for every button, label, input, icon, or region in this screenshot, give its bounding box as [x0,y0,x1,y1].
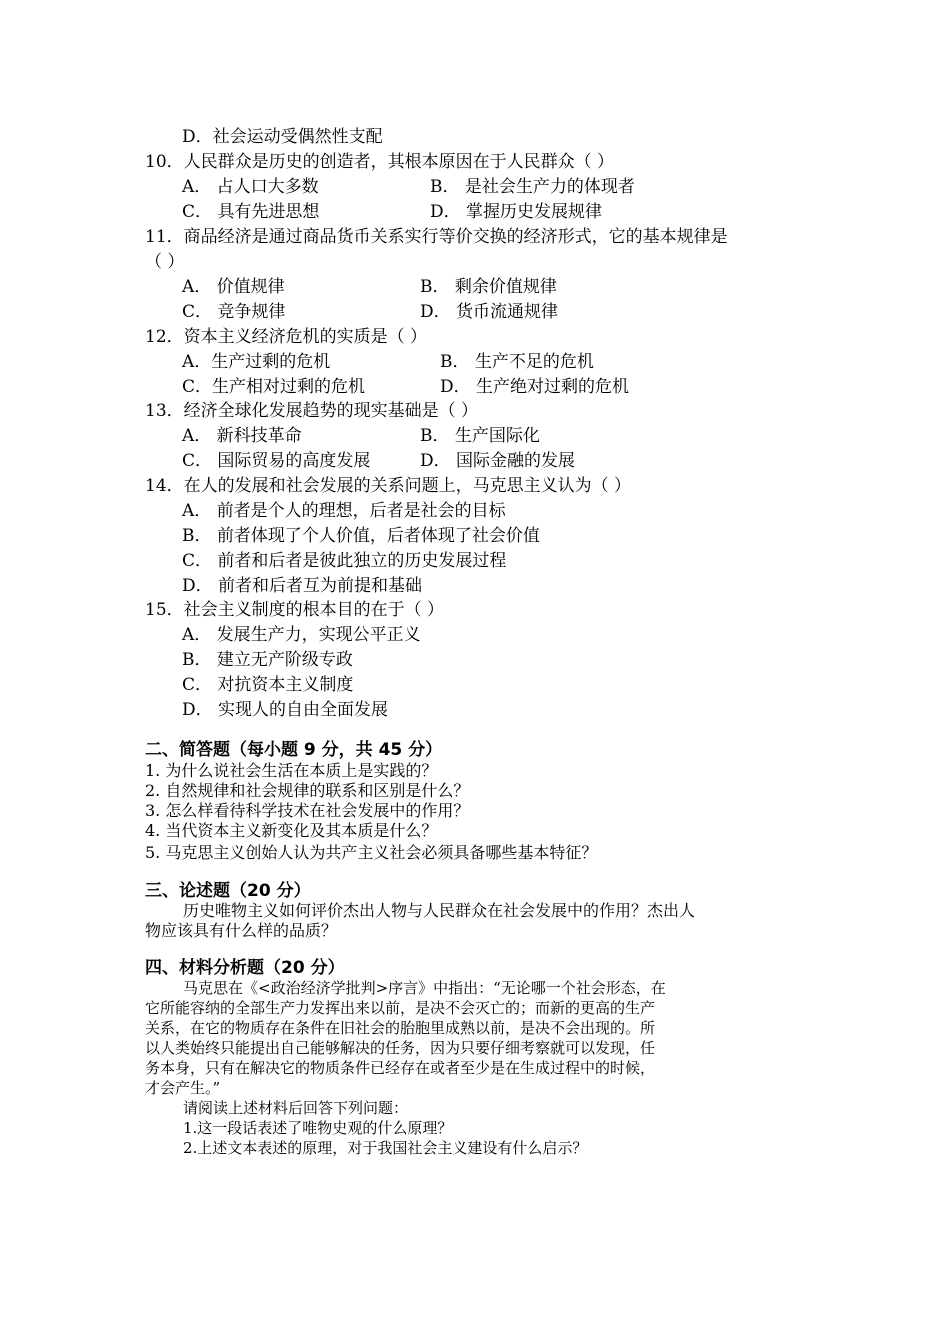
q15-option-a: A． 发展生产力，实现公平正义 [182,625,421,645]
short-answer-2: 2. 自然规律和社会规律的联系和区别是什么？ [145,781,470,800]
section4-heading: 四、材料分析题（20 分） [145,958,345,978]
q9-option-d: D．社会运动受偶然性支配 [182,127,383,147]
q13-option-c: C． 国际贸易的高度发展 [182,451,371,471]
q12-option-d: D． 生产绝对过剩的危机 [440,377,630,397]
q14-option-d: D． 前者和后者互为前提和基础 [182,576,423,596]
q14-option-c: C． 前者和后者是彼此独立的历史发展过程 [182,551,507,571]
q14-option-a: A． 前者是个人的理想，后者是社会的目标 [182,501,506,521]
material-line-2: 它所能容纳的全部生产力发挥出来以前，是决不会灭亡的；而新的更高的生产 [145,999,656,1017]
q11-option-d: D． 货币流通规律 [420,302,559,322]
q10-option-d: D． 掌握历史发展规律 [430,202,603,222]
section2-heading: 二、简答题（每小题 9 分，共 45 分） [145,740,443,760]
short-answer-3: 3. 怎么样看待科学技术在社会发展中的作用？ [145,801,470,820]
section3-heading: 三、论述题（20 分） [145,881,311,901]
q13-option-a: A． 新科技革命 [182,426,302,446]
material-line-4: 以人类始终只能提出自己能够解决的任务，因为只要仔细考察就可以发现，任 [145,1039,656,1057]
q10-option-b: B． 是社会生产力的体现者 [430,177,635,197]
q11-stem: 11．商品经济是通过商品货币关系实行等价交换的经济形式，它的基本规律是 [145,227,728,247]
short-answer-4: 4. 当代资本主义新变化及其本质是什么？ [145,821,438,840]
q12-option-b: B． 生产不足的危机 [440,352,594,372]
q10-option-a: A． 占人口大多数 [182,177,319,197]
q12-option-c: C．生产相对过剩的危机 [182,377,366,397]
q12-stem: 12．资本主义经济危机的实质是（ ） [145,327,428,347]
q13-option-b: B． 生产国际化 [420,426,540,446]
q15-option-d: D． 实现人的自由全面发展 [182,700,389,720]
short-answer-5: 5. 马克思主义创始人认为共产主义社会必须具备哪些基本特征？ [145,843,598,862]
q11-option-b: B． 剩余价值规律 [420,277,557,297]
q13-option-d: D． 国际金融的发展 [420,451,576,471]
material-line-6: 才会产生。” [145,1079,221,1097]
short-answer-1: 1. 为什么说社会生活在本质上是实践的？ [145,761,438,780]
essay-question-line1: 历史唯物主义如何评价杰出人物与人民群众在社会发展中的作用？杰出人 [183,901,696,920]
material-prompt: 请阅读上述材料后回答下列问题： [183,1099,409,1117]
material-line-5: 务本身，只有在解决它的物质条件已经存在或者至少是在生成过程中的时候， [145,1059,656,1077]
material-line-3: 关系，在它的物质存在条件在旧社会的胎胞里成熟以前，是决不会出现的。所 [145,1019,656,1037]
q10-stem: 10．人民群众是历史的创造者，其根本原因在于人民群众（ ） [145,152,615,172]
q15-stem: 15．社会主义制度的根本目的在于（ ） [145,600,445,620]
material-question-2: 2.上述文本表述的原理，对于我国社会主义建设有什么启示？ [183,1139,588,1157]
essay-question-line2: 物应该具有什么样的品质？ [145,921,338,940]
q15-option-c: C． 对抗资本主义制度 [182,675,354,695]
q13-stem: 13．经济全球化发展趋势的现实基础是（ ） [145,401,479,421]
q15-option-b: B． 建立无产阶级专政 [182,650,353,670]
material-line-1: 马克思在《<政治经济学批判>序言》中指出：“无论哪一个社会形态，在 [183,979,666,997]
q11-stem-cont: （ ） [145,252,185,272]
q12-option-a: A．生产过剩的危机 [182,352,331,372]
q11-option-c: C． 竞争规律 [182,302,286,322]
q14-stem: 14．在人的发展和社会发展的关系问题上，马克思主义认为（ ） [145,476,632,496]
q10-option-c: C． 具有先进思想 [182,202,320,222]
q14-option-b: B． 前者体现了个人价值，后者体现了社会价值 [182,526,540,546]
q11-option-a: A． 价值规律 [182,277,285,297]
material-question-1: 1.这一段话表述了唯物史观的什么原理？ [183,1119,453,1137]
